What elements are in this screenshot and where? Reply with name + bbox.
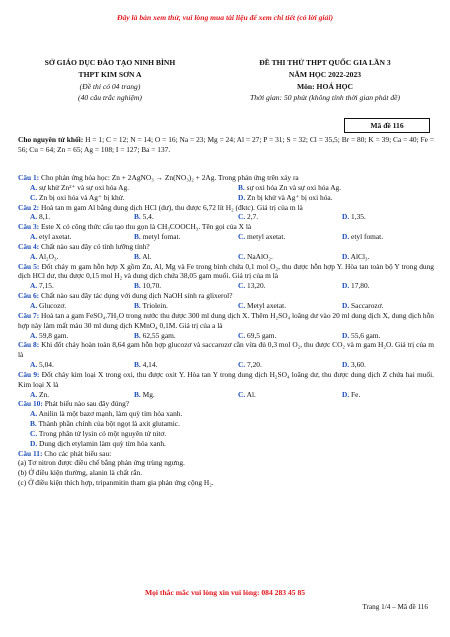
answer-option	[226, 252, 330, 262]
question-number: Câu 5:	[18, 261, 40, 271]
question-stem	[18, 399, 434, 409]
contact-note: Mọi thắc mắc vui lòng xin vui lòng: 084 283 45 85	[144, 588, 306, 597]
option-key: C.	[238, 389, 246, 399]
question-count-note: (40 câu trắc nghiệm)	[78, 93, 142, 103]
option-text: Mg.	[142, 389, 155, 399]
option-key: A.	[30, 232, 38, 242]
option-key: A.	[30, 251, 38, 261]
answer-option	[18, 419, 434, 429]
answer-option	[122, 360, 226, 370]
option-text: Saccarozơ.	[351, 300, 384, 310]
question-block	[18, 242, 434, 262]
answer-option	[330, 212, 434, 222]
answer-option	[18, 409, 434, 419]
answer-option	[330, 281, 434, 291]
option-key: A.	[30, 182, 38, 192]
option-key: D.	[342, 212, 350, 222]
atomic-mass-note	[18, 135, 434, 155]
answer-option	[226, 193, 434, 203]
question-text: Khi đốt cháy hoàn toàn 8,64 gam hỗn hợp glucozơ và saccarozơ cần vừa đủ 0,3 mol O₂, thu được CO₂ và m gam H₂O. Giá trị của m là	[18, 340, 434, 360]
answer-option	[18, 301, 122, 311]
answer-option	[122, 390, 226, 400]
option-text: Al.	[246, 389, 256, 399]
option-text: Al₂O₃.	[38, 251, 59, 261]
question-block	[18, 173, 434, 203]
question-number: Câu 11:	[18, 448, 43, 458]
question-stem	[18, 449, 434, 459]
question-number: Câu 8:	[18, 340, 40, 350]
question-text: Cho các phát biểu sau:	[44, 448, 112, 458]
option-key: D.	[342, 300, 350, 310]
question-number: Câu 2:	[18, 202, 40, 212]
option-text: Glucozơ.	[39, 300, 67, 310]
question-number: Câu 7:	[18, 310, 40, 320]
option-key: C.	[30, 192, 38, 202]
answer-option	[18, 439, 434, 449]
option-key: D.	[342, 389, 350, 399]
option-text: 17,80.	[351, 281, 370, 291]
answer-option	[18, 360, 122, 370]
school-year: NĂM HỌC 2022-2023	[288, 69, 362, 79]
page-count-note: (Đề thi có 04 trang)	[79, 81, 141, 91]
header-left	[20, 57, 200, 104]
option-key: B.	[134, 251, 141, 261]
question-text: Este X có công thức cấu tạo thu gọn là CH₃COOCH₃. Tên gọi của X là	[41, 222, 252, 232]
option-key: A.	[30, 300, 38, 310]
option-key: B.	[134, 300, 141, 310]
answer-option	[330, 252, 434, 262]
option-text: 5,4.	[142, 212, 154, 222]
option-text: sự oxi hóa Zn và sự oxi hóa Ag.	[246, 182, 342, 192]
answer-option	[226, 183, 434, 193]
answer-option	[18, 232, 122, 242]
question-block	[18, 449, 434, 488]
option-key: B.	[30, 419, 37, 429]
subject: Môn: HOÁ HỌC	[296, 81, 354, 91]
option-text: AlCl₃.	[350, 251, 370, 261]
atomic-mass-label: Cho nguyên tử khối:	[18, 135, 84, 144]
option-text: etyl fomat.	[351, 232, 384, 242]
question-number: Câu 10:	[18, 399, 43, 409]
option-text: 2,7.	[247, 212, 259, 222]
time-limit: Thời gian: 50 phút (không tính thời gian phát đề)	[249, 93, 401, 103]
option-key: B.	[134, 232, 141, 242]
answer-option	[330, 232, 434, 242]
option-text: 10,70.	[142, 281, 162, 291]
option-text: Anilin là một bazơ mạnh, làm quỳ tím hóa xanh.	[38, 409, 183, 419]
option-text: 4,14.	[142, 360, 158, 370]
option-text: 1,35.	[351, 212, 366, 222]
option-text: Dung dịch etylamin làm quỳ tím hóa xanh.	[39, 438, 166, 448]
option-key: A.	[30, 212, 38, 222]
question-stem	[18, 262, 434, 282]
answer-option	[18, 193, 226, 203]
question-number: Câu 9:	[18, 369, 40, 379]
option-key: A.	[30, 330, 38, 340]
question-block	[18, 340, 434, 370]
question-stem	[18, 291, 434, 301]
question-stem	[18, 173, 434, 183]
option-key: B.	[134, 330, 141, 340]
option-text: 3,60.	[351, 360, 366, 370]
option-text: metyl axetat.	[247, 232, 286, 242]
question-stem	[18, 222, 434, 232]
header-right	[205, 57, 445, 104]
exam-title: ĐỀ THI THỬ THPT QUỐC GIA LẦN 3	[259, 58, 391, 67]
question-stem	[18, 311, 434, 331]
option-text: Al.	[142, 251, 152, 261]
answer-option	[122, 232, 226, 242]
answer-option	[18, 331, 122, 341]
answer-option	[18, 429, 434, 439]
answer-option	[18, 478, 434, 488]
answer-option	[18, 183, 226, 193]
school-name: THPT KIM SƠN A	[78, 69, 142, 79]
question-block	[18, 291, 434, 311]
answer-option	[122, 301, 226, 311]
option-key: C.	[238, 251, 246, 261]
option-key: C.	[238, 360, 246, 370]
question-text: Chất nào sau đây có tính lưỡng tính?	[41, 241, 150, 251]
option-text: Ở điều kiện thường, alanin là chất rắn.	[28, 468, 143, 478]
option-key: A.	[30, 389, 38, 399]
option-key: B.	[134, 360, 141, 370]
option-key: C.	[238, 281, 246, 291]
preview-banner: Đây là bản xem thử, vui lòng mua tài liệu để xem chi tiết (có lời giải)	[117, 13, 333, 22]
option-key: B.	[134, 389, 141, 399]
question-number: Câu 4:	[18, 241, 40, 251]
option-key: D.	[342, 251, 350, 261]
option-text: 7,15.	[39, 281, 54, 291]
option-text: 59,8 gam.	[39, 330, 69, 340]
option-text: Metyl axetat.	[247, 300, 287, 310]
option-text: Thành phần chính của bột ngọt là axit glutamic.	[38, 419, 180, 429]
question-number: Câu 6:	[18, 291, 40, 301]
question-text: Hoà tan a gam FeSO₄.7H₂O trong nước thu được 300 ml dung dịch X. Thêm H₂SO₄ loãng dư vào 20 ml dung dịch X, dung dịch hỗn hợp này làm mất màu 30 ml dung dịch KMnO₄ 0,1M. Giá trị của a là	[18, 310, 434, 330]
answer-option	[226, 390, 330, 400]
option-key: C.	[30, 428, 38, 438]
answer-option	[18, 252, 122, 262]
answer-option	[18, 458, 434, 468]
option-key: C.	[238, 330, 246, 340]
answer-option	[226, 281, 330, 291]
answer-option	[18, 390, 122, 400]
answer-option	[226, 360, 330, 370]
question-text: Chất nào sau đây tác dụng với dung dịch NaOH sinh ra glixerol?	[41, 291, 233, 301]
answer-option	[330, 331, 434, 341]
answer-option	[122, 252, 226, 262]
question-list	[18, 173, 434, 488]
option-key: D.	[342, 281, 350, 291]
option-text: Triolein.	[142, 300, 168, 310]
answer-option	[122, 281, 226, 291]
option-text: 13,20.	[247, 281, 266, 291]
page-number: Trang 1/4 – Mã đề 116	[362, 603, 428, 611]
option-key: A.	[30, 409, 38, 419]
answer-option	[122, 212, 226, 222]
question-number: Câu 1:	[18, 173, 40, 182]
answer-option	[18, 468, 434, 478]
question-block	[18, 370, 434, 400]
option-key: C.	[238, 212, 246, 222]
option-text: metyl fomat.	[142, 232, 181, 242]
option-text: 55,6 gam.	[351, 330, 381, 340]
option-key: D.	[342, 232, 350, 242]
answer-option	[226, 331, 330, 341]
option-text: NaAlO₂.	[247, 251, 273, 261]
exam-code-box: Mã đề 116	[344, 118, 430, 133]
option-key: A.	[30, 360, 38, 370]
question-stem	[18, 340, 434, 360]
question-block	[18, 399, 434, 448]
question-stem	[18, 203, 434, 213]
option-text: 62,55 gam.	[142, 330, 176, 340]
option-key: D.	[30, 438, 38, 448]
option-text: Zn bị oxi hóa và Ag⁺ bị khử.	[39, 192, 125, 202]
question-text: Cho phản ứng hóa học: Zn + 2AgNO₃ → Zn(NO₃)₂ + 2Ag. Trong phản ứng trên xảy ra	[41, 173, 299, 182]
option-key: (c)	[18, 478, 27, 488]
question-block	[18, 222, 434, 242]
answer-option	[122, 331, 226, 341]
option-text: 7,20.	[247, 360, 262, 370]
question-text: Đốt cháy kim loại X trong oxi, thu được oxit Y. Hòa tan Y trong dung dịch H₂SO₄ loãng dư, thu được dung dịch Z chứa hai muối. Kim loại X là	[18, 369, 434, 389]
option-text: etyl axetat.	[39, 232, 72, 242]
question-text: Phát biểu nào sau đây đúng?	[44, 399, 130, 409]
option-key: B.	[238, 182, 245, 192]
option-key: (a)	[18, 458, 27, 468]
answer-option	[226, 232, 330, 242]
option-key: C.	[238, 300, 246, 310]
option-text: Zn bị khử và Ag⁺ bị oxi hóa.	[247, 192, 333, 202]
question-text: Hoà tan m gam Al bằng dung dịch HCl (dư), thu được 6,72 lít H₂ (đktc). Giá trị của m là	[41, 202, 303, 212]
answer-option	[18, 281, 122, 291]
question-stem	[18, 242, 434, 252]
option-text: Zn.	[39, 389, 50, 399]
option-text: Tơ nitron được điều chế bằng phản ứng trùng ngưng.	[27, 458, 185, 468]
question-text: Đốt cháy m gam hỗn hợp X gồm Zn, Al, Mg và Fe trong bình chứa 0,1 mol O₂, thu được hỗn hợp Y. Hòa tan toàn bộ Y trong dung dịch HCl dư, thu được 0,15 mol H₂ và dung dịch chứa 38,05 gam muối. Giá trị của m là	[18, 261, 434, 281]
option-key: D.	[342, 330, 350, 340]
option-text: 5,04.	[39, 360, 54, 370]
option-key: C.	[238, 232, 246, 242]
answer-option	[330, 360, 434, 370]
answer-option	[18, 212, 122, 222]
option-text: 69,5 gam.	[247, 330, 277, 340]
option-text: Trong phân tử lysin có một nguyên tử nitơ.	[38, 428, 167, 438]
question-number: Câu 3:	[18, 222, 40, 232]
answer-option	[330, 390, 434, 400]
option-key: D.	[238, 192, 246, 202]
atomic-mass-values: H = 1; C = 12; N = 14; O = 16; Na = 23; Mg = 24; Al = 27; P = 31; S = 32; Cl = 35,5; Br = 80; K = 39; Ca = 40; Fe = 56; Cu = 64; Zn = 65; Ag = 108; I = 127; Ba = 137.	[18, 135, 434, 154]
option-key: B.	[134, 212, 141, 222]
option-key: B.	[134, 281, 141, 291]
question-stem	[18, 370, 434, 390]
question-block	[18, 311, 434, 341]
question-block	[18, 262, 434, 292]
option-text: 8,1.	[39, 212, 51, 222]
option-text: sự khử Zn²⁺ và sự oxi hóa Ag.	[39, 182, 130, 192]
option-key: D.	[342, 360, 350, 370]
option-key: (b)	[18, 468, 27, 478]
option-key: A.	[30, 281, 38, 291]
department-name: SỞ GIÁO DỤC ĐÀO TẠO NINH BÌNH	[44, 58, 176, 67]
option-text: Ở điều kiện thích hợp, tripanmitin tham gia phản ứng cộng H₂.	[28, 478, 214, 488]
answer-option	[226, 301, 330, 311]
answer-option	[330, 301, 434, 311]
option-text: Fe.	[351, 389, 361, 399]
answer-option	[226, 212, 330, 222]
question-block	[18, 203, 434, 223]
